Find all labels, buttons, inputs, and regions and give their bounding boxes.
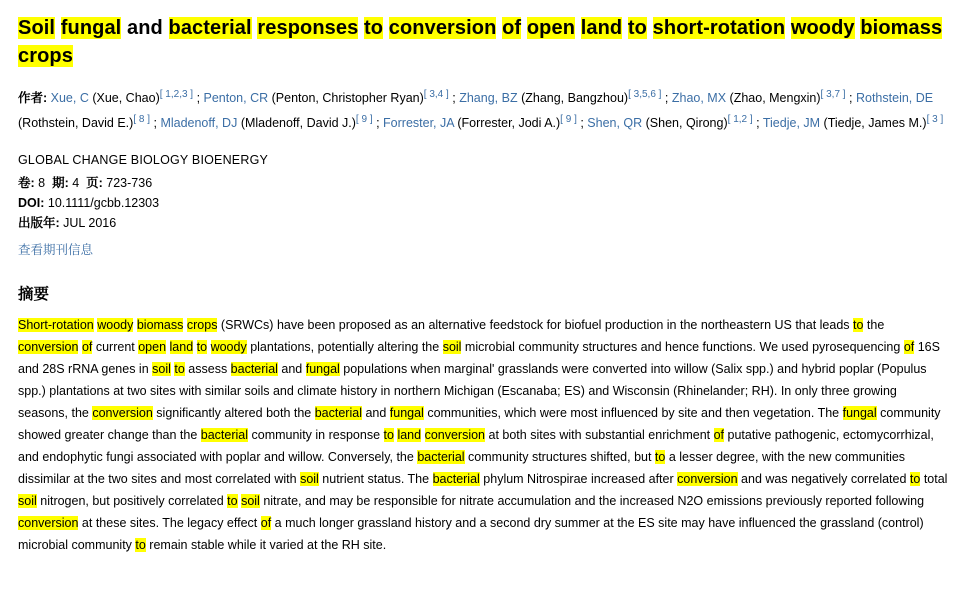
pubyear-value: JUL 2016	[63, 216, 117, 231]
author-affiliation-refs[interactable]: [ 9 ]	[355, 114, 373, 126]
title-highlight: short-rotation	[652, 17, 786, 39]
volume-label: 卷:	[18, 176, 35, 191]
abstract-text: total	[920, 472, 951, 487]
author-affiliation-refs[interactable]: [ 3,7 ]	[820, 89, 846, 100]
abstract-highlight: soil	[241, 494, 260, 509]
author-link[interactable]: Zhang, BZ	[459, 91, 518, 106]
view-journal-info-link[interactable]: 查看期刊信息	[18, 243, 94, 258]
abstract-highlight: soil	[18, 494, 37, 509]
doi-value: 10.1111/gcbb.12303	[47, 196, 160, 211]
doi-label: DOI:	[18, 196, 45, 211]
author-separator: ;	[448, 91, 460, 106]
title-text	[55, 17, 61, 39]
abstract-highlight: crops	[186, 318, 218, 333]
abstract-text	[166, 340, 169, 354]
title-text	[785, 17, 791, 39]
abstract-text: a lesser degree, with the new communities dissimilar at the two sites and most correlated with	[18, 450, 909, 487]
author-fullname: (Zhang, Bangzhou)	[517, 91, 629, 106]
abstract-highlight: Short-rotation	[18, 318, 94, 333]
title-text	[521, 17, 527, 39]
abstract-highlight: to	[135, 538, 146, 553]
author-fullname: (Forrester, Jodi A.)	[453, 116, 561, 131]
abstract-text: communities, which were most influenced by site and then vegetation. The	[423, 406, 843, 421]
abstract-text	[18, 314, 951, 556]
author-affiliation-refs[interactable]: [ 1,2,3 ]	[159, 89, 194, 100]
abstract-highlight: fungal	[305, 362, 340, 377]
author-fullname: (Mladenoff, David J.)	[237, 116, 356, 131]
pubyear-label: 出版年:	[18, 216, 60, 231]
abstract-highlight: soil	[442, 340, 462, 355]
title-highlight: responses	[257, 17, 359, 39]
author-link[interactable]: Penton, CR	[203, 91, 269, 106]
author-separator: ;	[576, 116, 588, 131]
author-affiliation-refs[interactable]: [ 8 ]	[133, 114, 151, 126]
abstract-text: (SRWCs) have been proposed as an alternative feedstock for biofuel production in the northeastern US that leads	[217, 318, 854, 333]
title-highlight: conversion	[388, 17, 497, 39]
abstract-text: nitrogen, but positively correlated	[36, 494, 228, 509]
title-highlight: open	[526, 17, 576, 39]
title-text: and	[121, 17, 169, 39]
abstract-text: community in response	[248, 428, 384, 443]
abstract-highlight: to	[853, 318, 864, 333]
page-title	[18, 14, 948, 70]
abstract-highlight: conversion	[424, 428, 486, 443]
abstract-text: plantations, potentially altering the	[246, 340, 443, 355]
author-link[interactable]: Xue, C	[50, 91, 89, 106]
journal-block	[18, 150, 948, 260]
abstract-text: remain stable while it varied at the RH site.	[145, 538, 387, 553]
pages-label: 页:	[86, 176, 103, 191]
doi-row	[18, 193, 948, 213]
abstract-highlight: land	[397, 428, 422, 443]
author-affiliation-refs[interactable]: [ 3,5,6 ]	[628, 89, 662, 100]
author-fullname: (Tiedje, James M.)	[820, 116, 927, 131]
abstract-highlight: soil	[300, 472, 319, 487]
abstract-highlight: to	[654, 450, 666, 465]
abstract-text: and	[361, 406, 390, 421]
author-link[interactable]: Mladenoff, DJ	[160, 116, 238, 131]
abstract-highlight: bacterial	[314, 406, 362, 421]
title-highlight: woody	[790, 17, 855, 39]
title-text	[647, 17, 653, 39]
issue-label: 期:	[52, 176, 69, 191]
title-highlight: of	[502, 17, 522, 39]
abstract-text: the	[863, 318, 888, 333]
abstract-highlight: bacterial	[432, 472, 480, 487]
abstract-highlight: of	[260, 516, 272, 531]
volume-issue-pages	[18, 173, 948, 193]
author-separator: ;	[193, 91, 204, 106]
author-link[interactable]: Tiedje, JM	[762, 116, 821, 131]
abstract-highlight: bacterial	[230, 362, 278, 377]
title-highlight: land	[580, 17, 623, 39]
title-highlight: Soil	[18, 17, 56, 39]
abstract-highlight: to	[383, 428, 394, 443]
title-highlight: crops	[18, 45, 73, 67]
abstract-highlight: to	[227, 494, 238, 509]
author-affiliation-refs[interactable]: [ 3 ]	[926, 114, 944, 126]
abstract-highlight: of	[713, 428, 725, 443]
abstract-text: and was negatively correlated	[737, 472, 910, 487]
abstract-highlight: bacterial	[200, 428, 249, 443]
abstract-highlight: fungal	[842, 406, 877, 421]
journal-name: GLOBAL CHANGE BIOLOGY BIOENERGY	[18, 153, 269, 168]
title-text	[575, 17, 581, 39]
authors-list	[18, 84, 948, 134]
abstract-text: nutrient status. The	[318, 472, 433, 487]
title-highlight: to	[627, 17, 647, 39]
abstract-highlight: to	[909, 472, 921, 487]
abstract-highlight: land	[169, 340, 194, 355]
title-highlight: bacterial	[168, 17, 252, 39]
abstract-highlight: to	[196, 340, 208, 355]
title-highlight: to	[363, 17, 384, 39]
authors-label: 作者:	[18, 91, 51, 106]
abstract-highlight: conversion	[18, 516, 79, 531]
abstract-highlight: conversion	[677, 472, 738, 487]
pubyear-row	[18, 213, 948, 233]
abstract-text: significantly altered both the	[152, 406, 315, 421]
abstract-highlight: fungal	[389, 406, 424, 421]
abstract-text: a much longer grassland history and a second dry summer at the ES site may have influenced the grassland (control) microbial community	[18, 516, 928, 553]
author-link[interactable]: Shen, QR	[587, 116, 643, 131]
abstract-text: at both sites with substantial enrichment	[485, 428, 714, 443]
title-highlight: biomass	[860, 17, 943, 39]
abstract-highlight: woody	[97, 318, 134, 333]
abstract-text: community structures shifted, but	[464, 450, 655, 465]
author-link[interactable]: Forrester, JA	[383, 116, 454, 131]
author-fullname: (Rothstein, David E.)	[18, 116, 134, 131]
author-separator: ;	[661, 91, 672, 106]
title-highlight: fungal	[60, 17, 122, 39]
abstract-text: assess	[184, 362, 231, 377]
issue-value: 4	[72, 176, 80, 191]
abstract-highlight: open	[138, 340, 167, 355]
abstract-text: current	[92, 340, 139, 355]
author-link[interactable]: Rothstein, DE	[855, 91, 934, 106]
abstract-highlight: to	[174, 362, 185, 377]
abstract-text: and	[277, 362, 306, 377]
author-affiliation-refs[interactable]: [ 1,2 ]	[727, 114, 753, 126]
author-affiliation-refs[interactable]: [ 9 ]	[560, 114, 577, 126]
author-fullname: (Zhao, Mengxin)	[726, 91, 821, 106]
author-separator: ;	[752, 116, 763, 131]
title-text	[383, 17, 389, 39]
author-fullname: (Penton, Christopher Ryan)	[268, 91, 424, 106]
pages-value: 723-736	[106, 176, 153, 191]
author-link[interactable]: Zhao, MX	[671, 91, 727, 106]
abstract-text: 16S and 28S rRNA genes in	[18, 340, 944, 377]
volume-value: 8	[38, 176, 46, 191]
author-separator: ;	[150, 116, 161, 131]
abstract-highlight: of	[903, 340, 915, 355]
abstract-highlight: of	[81, 340, 93, 355]
abstract-heading: 摘要	[18, 286, 50, 304]
author-separator: ;	[845, 91, 856, 106]
author-affiliation-refs[interactable]: [ 3,4 ]	[423, 89, 449, 100]
abstract-text: populations when marginal' grasslands were converted into willow (Salix spp.) and hybrid poplar (Populus spp.) plantations at two sites with similar soils and climate history in northern Michigan (Escanaba; ES) and Wisconsin (Rhinelander; RH). In only three growing seasons, the	[18, 362, 931, 421]
abstract-text: microbial community structures and hence functions. We used pyrosequencing	[461, 340, 904, 355]
abstract-highlight: woody	[210, 340, 247, 355]
author-fullname: (Shen, Qirong)	[642, 116, 728, 131]
abstract-highlight: bacterial	[417, 450, 465, 465]
author-fullname: (Xue, Chao)	[88, 91, 160, 106]
abstract-text: putative pathogenic, ectomycorrhizal, and endophytic fungi associated with poplar and willow. Conversely, the	[18, 428, 938, 465]
abstract-highlight: soil	[152, 362, 171, 377]
abstract-highlight: conversion	[18, 340, 79, 355]
abstract-text: community showed greater change than the	[18, 406, 945, 443]
abstract-text: nitrate, and may be responsible for nitrate accumulation and the increased N2O emissions previously reported following	[259, 494, 928, 509]
author-separator: ;	[372, 116, 384, 131]
abstract-text: at these sites. The legacy effect	[78, 516, 261, 531]
abstract-highlight: conversion	[92, 406, 153, 421]
abstract-highlight: biomass	[136, 318, 184, 333]
abstract-text: phylum Nitrospirae increased after	[479, 472, 678, 487]
